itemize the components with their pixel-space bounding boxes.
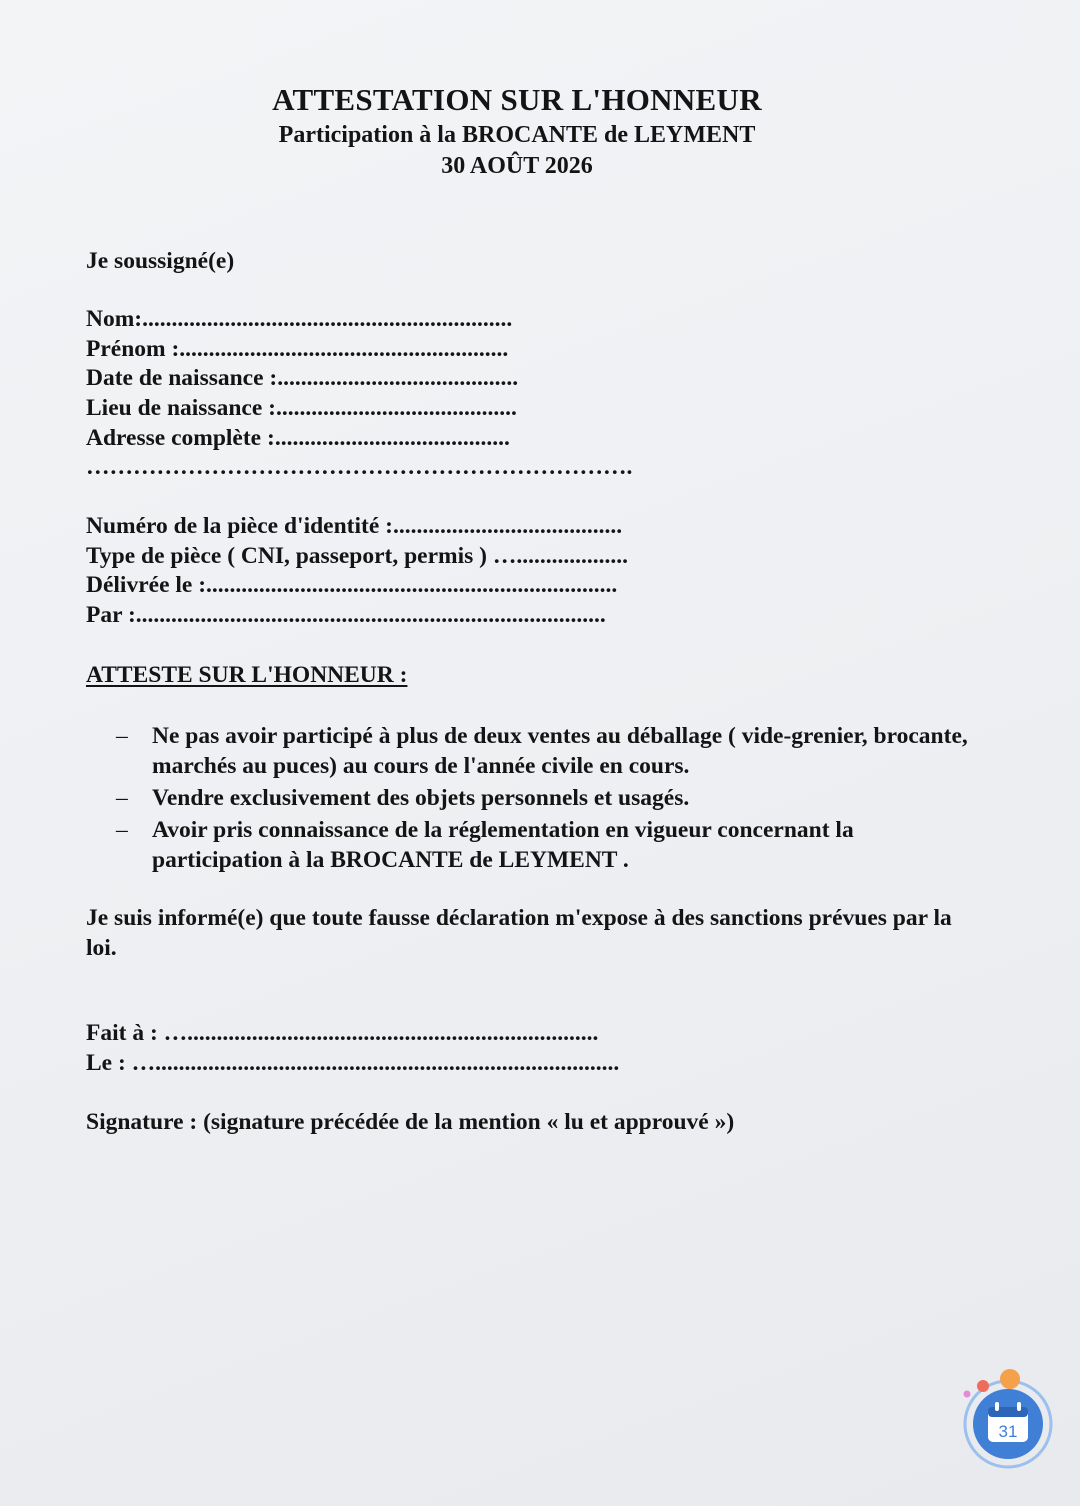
field-prenom[interactable]: Prénom :........................................................ (86, 335, 509, 362)
field-par[interactable]: Par :................................................................................ (86, 602, 606, 629)
field-delivree-le[interactable]: Délivrée le :...................................................................... (86, 572, 618, 599)
field-adresse[interactable]: Adresse complète :........................................ (86, 424, 510, 451)
field-le[interactable]: Le : …............................................................................... (86, 1050, 620, 1076)
bullet-marker: – (116, 817, 128, 843)
declaration-list (116, 721, 976, 877)
document-subtitle: Participation à la BROCANTE de LEYMENT (278, 122, 756, 148)
signature-line: Signature : (signature précédée de la mention « lu et approuvé ») (86, 1109, 735, 1135)
bullet-marker: – (116, 723, 128, 749)
list-item (116, 721, 976, 781)
identity-fields (86, 305, 632, 483)
document-fields (86, 512, 628, 631)
list-item (116, 783, 976, 813)
declaration-text: Avoir pris connaissance de la réglementation en vigueur concernant la participation à la BROCANTE de LEYMENT . (152, 817, 854, 873)
declaration-text: Vendre exclusivement des objets personnels et usagés. (152, 785, 690, 811)
document-header (0, 80, 1034, 182)
attest-heading: ATTESTE SUR L'HONNEUR : (86, 662, 408, 688)
field-fait-a[interactable]: Fait à : …...................................................................... (86, 1020, 599, 1046)
field-adresse-suite[interactable]: ……………………………………………………………. (86, 454, 633, 481)
calendar-icon (958, 1366, 1058, 1476)
informed-statement: Je suis informé(e) que toute fausse déclaration m'expose à des sanctions prévues par la loi. (86, 905, 952, 961)
bullet-marker: – (116, 785, 128, 811)
calendar-day: 31 (998, 1422, 1018, 1441)
field-type-piece[interactable]: Type de pièce ( CNI, passeport, permis ) …................... (86, 542, 628, 569)
document-title: ATTESTATION SUR L'HONNEUR (272, 82, 762, 117)
list-item (116, 815, 976, 875)
event-date: 30 AOÛT 2026 (441, 153, 593, 179)
calendar-badge[interactable] (958, 1366, 1058, 1476)
field-lieu-naissance[interactable]: Lieu de naissance :......................................... (86, 395, 517, 422)
field-numero-piece[interactable]: Numéro de la pièce d'identité :....................................... (86, 513, 623, 539)
field-nom[interactable]: Nom:............................................................... (86, 306, 513, 332)
declaration-text: Ne pas avoir participé à plus de deux ventes au déballage ( vide-grenier, brocante, marchés au puces) au cours de l'année civile en cours. (152, 723, 968, 779)
closing-fields (86, 1018, 619, 1078)
intro-text: Je soussigné(e) (86, 248, 235, 274)
field-date-naissance[interactable]: Date de naissance :......................................... (86, 365, 519, 392)
